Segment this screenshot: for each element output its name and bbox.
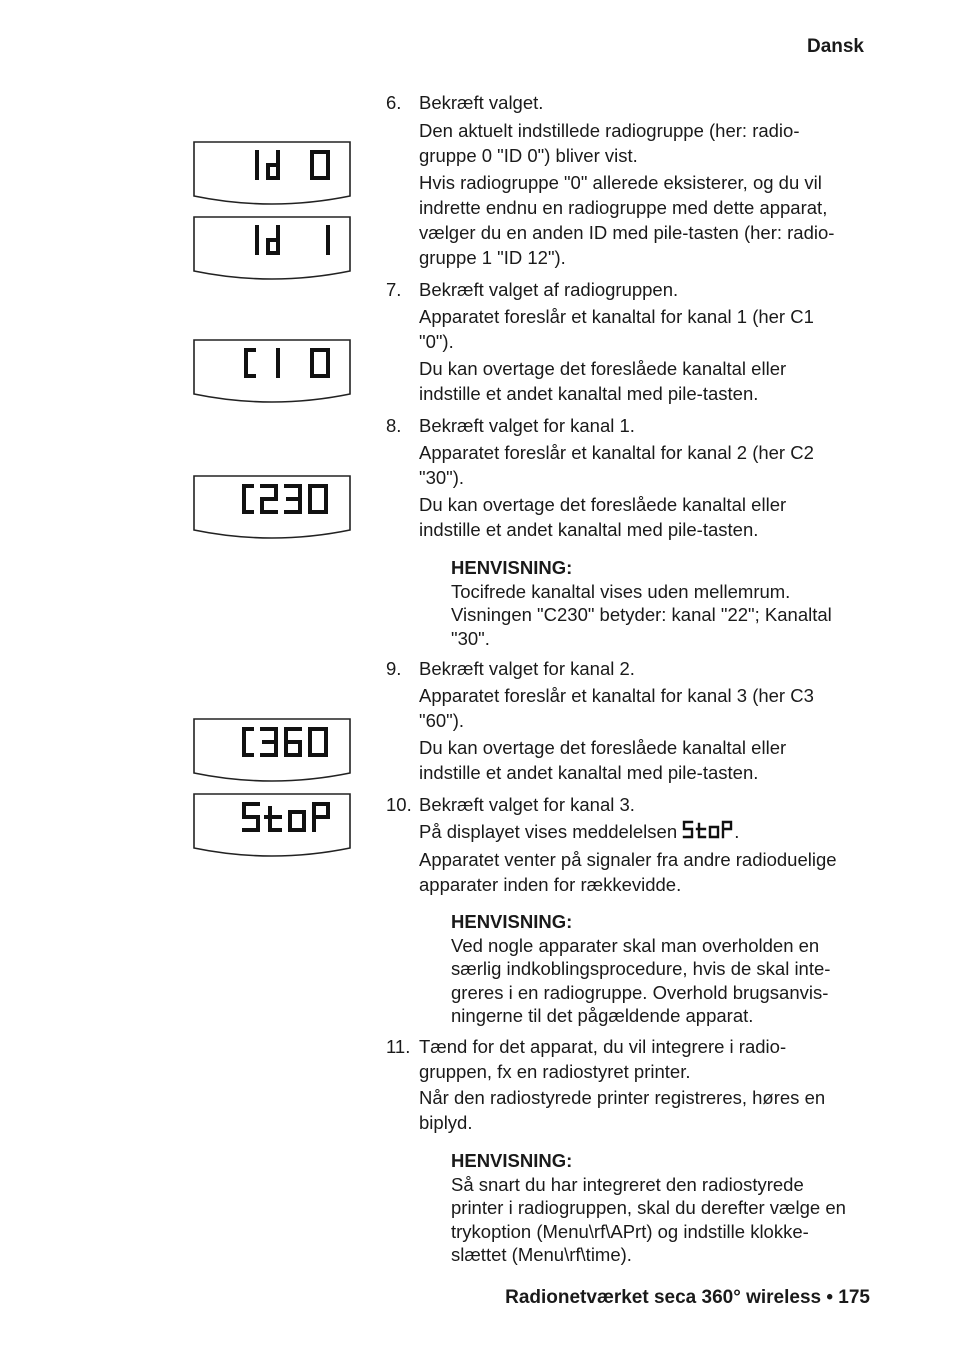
text-line: gruppen, fx en radiostyret printer.	[419, 1061, 691, 1082]
step-7-paragraph-1	[419, 304, 869, 354]
step-9-paragraph-2	[419, 735, 869, 785]
step-11-paragraph-1	[419, 1085, 869, 1135]
step-number: 8.	[386, 415, 402, 436]
lcd-text: StOP	[192, 792, 195, 793]
text-line: indstille et andet kanaltal med pile-tasten.	[419, 762, 759, 783]
text-line: biplyd.	[419, 1112, 473, 1133]
text-line: Den aktuelt indstillede radiogruppe (her: radio-	[419, 120, 800, 141]
step-10-display-sentence	[419, 819, 869, 846]
text-line: Så snart du har integreret den radiostyrede	[451, 1173, 804, 1195]
step-number: 6.	[386, 92, 402, 113]
step-10-paragraph-1	[419, 847, 869, 897]
lcd-text: C1 0	[192, 338, 195, 339]
text-line: indrette endnu en radiogruppe med dette apparat,	[419, 197, 828, 218]
step-9-paragraph-1	[419, 683, 869, 733]
note-1	[451, 556, 871, 650]
lcd-text: C230	[192, 474, 195, 475]
lcd-display-c230	[192, 474, 352, 544]
step-title: Tænd for det apparat, du vil integrere i radio-	[419, 1036, 787, 1057]
text-line: særlig indkoblingsprocedure, hvis de skal inte-	[451, 958, 831, 979]
text-line: ningerne til det pågældende apparat.	[451, 1005, 754, 1026]
text-line: Apparatet foreslår et kanaltal for kanal 2 (her C2	[419, 442, 814, 463]
step-number: 9.	[386, 658, 402, 679]
text-line: gruppe 1 "ID 12").	[419, 247, 566, 268]
lcd-display-c10	[192, 338, 352, 408]
text-line: Hvis radiogruppe "0" allerede eksisterer, og du vil	[419, 172, 822, 193]
stop-display-glyph	[682, 820, 734, 846]
step-number: 7.	[386, 279, 402, 300]
text-line: printer i radiogruppen, skal du derefter vælge en	[451, 1197, 846, 1218]
step-11-title-continued	[419, 1059, 869, 1084]
text-line: Apparatet venter på signaler fra andre radioduelige	[419, 849, 837, 870]
step-title: Bekræft valget for kanal 2.	[419, 658, 635, 679]
step-number: 10.	[386, 794, 412, 815]
lcd-display-id0	[192, 140, 352, 210]
step-title: Bekræft valget af radiogruppen.	[419, 279, 679, 300]
page-footer: Radionetværket seca 360° wireless • 175	[505, 1287, 870, 1308]
text-line: "30".	[451, 627, 490, 649]
text-line: Når den radiostyrede printer registreres, høres en	[419, 1087, 826, 1108]
language-label: Dansk	[806, 36, 864, 57]
text-line: "0").	[419, 331, 454, 352]
lcd-display-c360	[192, 717, 352, 787]
step-8-paragraph-2	[419, 492, 869, 542]
lcd-text: Id 0	[192, 140, 194, 141]
text-line: Du kan overtage det foreslåede kanaltal eller	[419, 494, 787, 515]
text-line: indstille et andet kanaltal med pile-tasten.	[419, 519, 759, 540]
text-line: indstille et andet kanaltal med pile-tasten.	[419, 383, 759, 404]
text-line: Du kan overtage det foreslåede kanaltal eller	[419, 737, 787, 758]
step-number: 11.	[386, 1036, 411, 1057]
text-line: På displayet vises meddelelsen	[419, 821, 678, 842]
step-title: Bekræft valget.	[419, 92, 544, 113]
step-title: Bekræft valget for kanal 1.	[419, 415, 635, 436]
note-title: HENVISNING:	[451, 1150, 573, 1171]
step-8-paragraph-1	[419, 440, 869, 490]
text-line: gruppe 0 "ID 0") bliver vist.	[419, 145, 638, 166]
note-3	[451, 1149, 871, 1267]
text-line: "60").	[419, 710, 465, 731]
text-line: Visningen "C230" betyder: kanal "22"; Kanaltal	[451, 604, 832, 625]
lcd-display-stop	[192, 792, 352, 862]
text-line: "30").	[419, 467, 465, 488]
note-2	[451, 910, 871, 1028]
step-6-paragraph-1	[419, 118, 869, 168]
lcd-text: Id 1	[192, 215, 194, 216]
step-title: Bekræft valget for kanal 3.	[419, 794, 635, 815]
text-line: apparater inden for rækkevidde.	[419, 874, 682, 895]
text-line: Ved nogle apparater skal man overholden en	[451, 934, 820, 956]
text-line: Apparatet foreslår et kanaltal for kanal 3 (her C3	[419, 685, 814, 706]
text-line: trykoption (Menu\rf\APrt) og indstille klokke-	[451, 1220, 809, 1242]
lcd-text: C360	[192, 717, 195, 718]
text-line: Apparatet foreslår et kanaltal for kanal 1 (her C1	[419, 306, 814, 327]
step-7-paragraph-2	[419, 356, 869, 406]
step-6-paragraph-2	[419, 170, 869, 270]
lcd-display-id1	[192, 215, 352, 285]
text-line: vælger du en anden ID med pile-tasten (her: radio-	[419, 222, 835, 243]
note-title: HENVISNING:	[451, 557, 573, 578]
text-line: slættet (Menu\rf\time).	[451, 1244, 632, 1265]
text-line: Tocifrede kanaltal vises uden mellemrum.	[451, 580, 791, 602]
text-line: greres i en radiogruppe. Overhold brugsanvis-	[451, 981, 829, 1003]
note-title: HENVISNING:	[451, 911, 573, 932]
text-line: .	[734, 821, 740, 842]
text-line: Du kan overtage det foreslåede kanaltal eller	[419, 358, 787, 379]
